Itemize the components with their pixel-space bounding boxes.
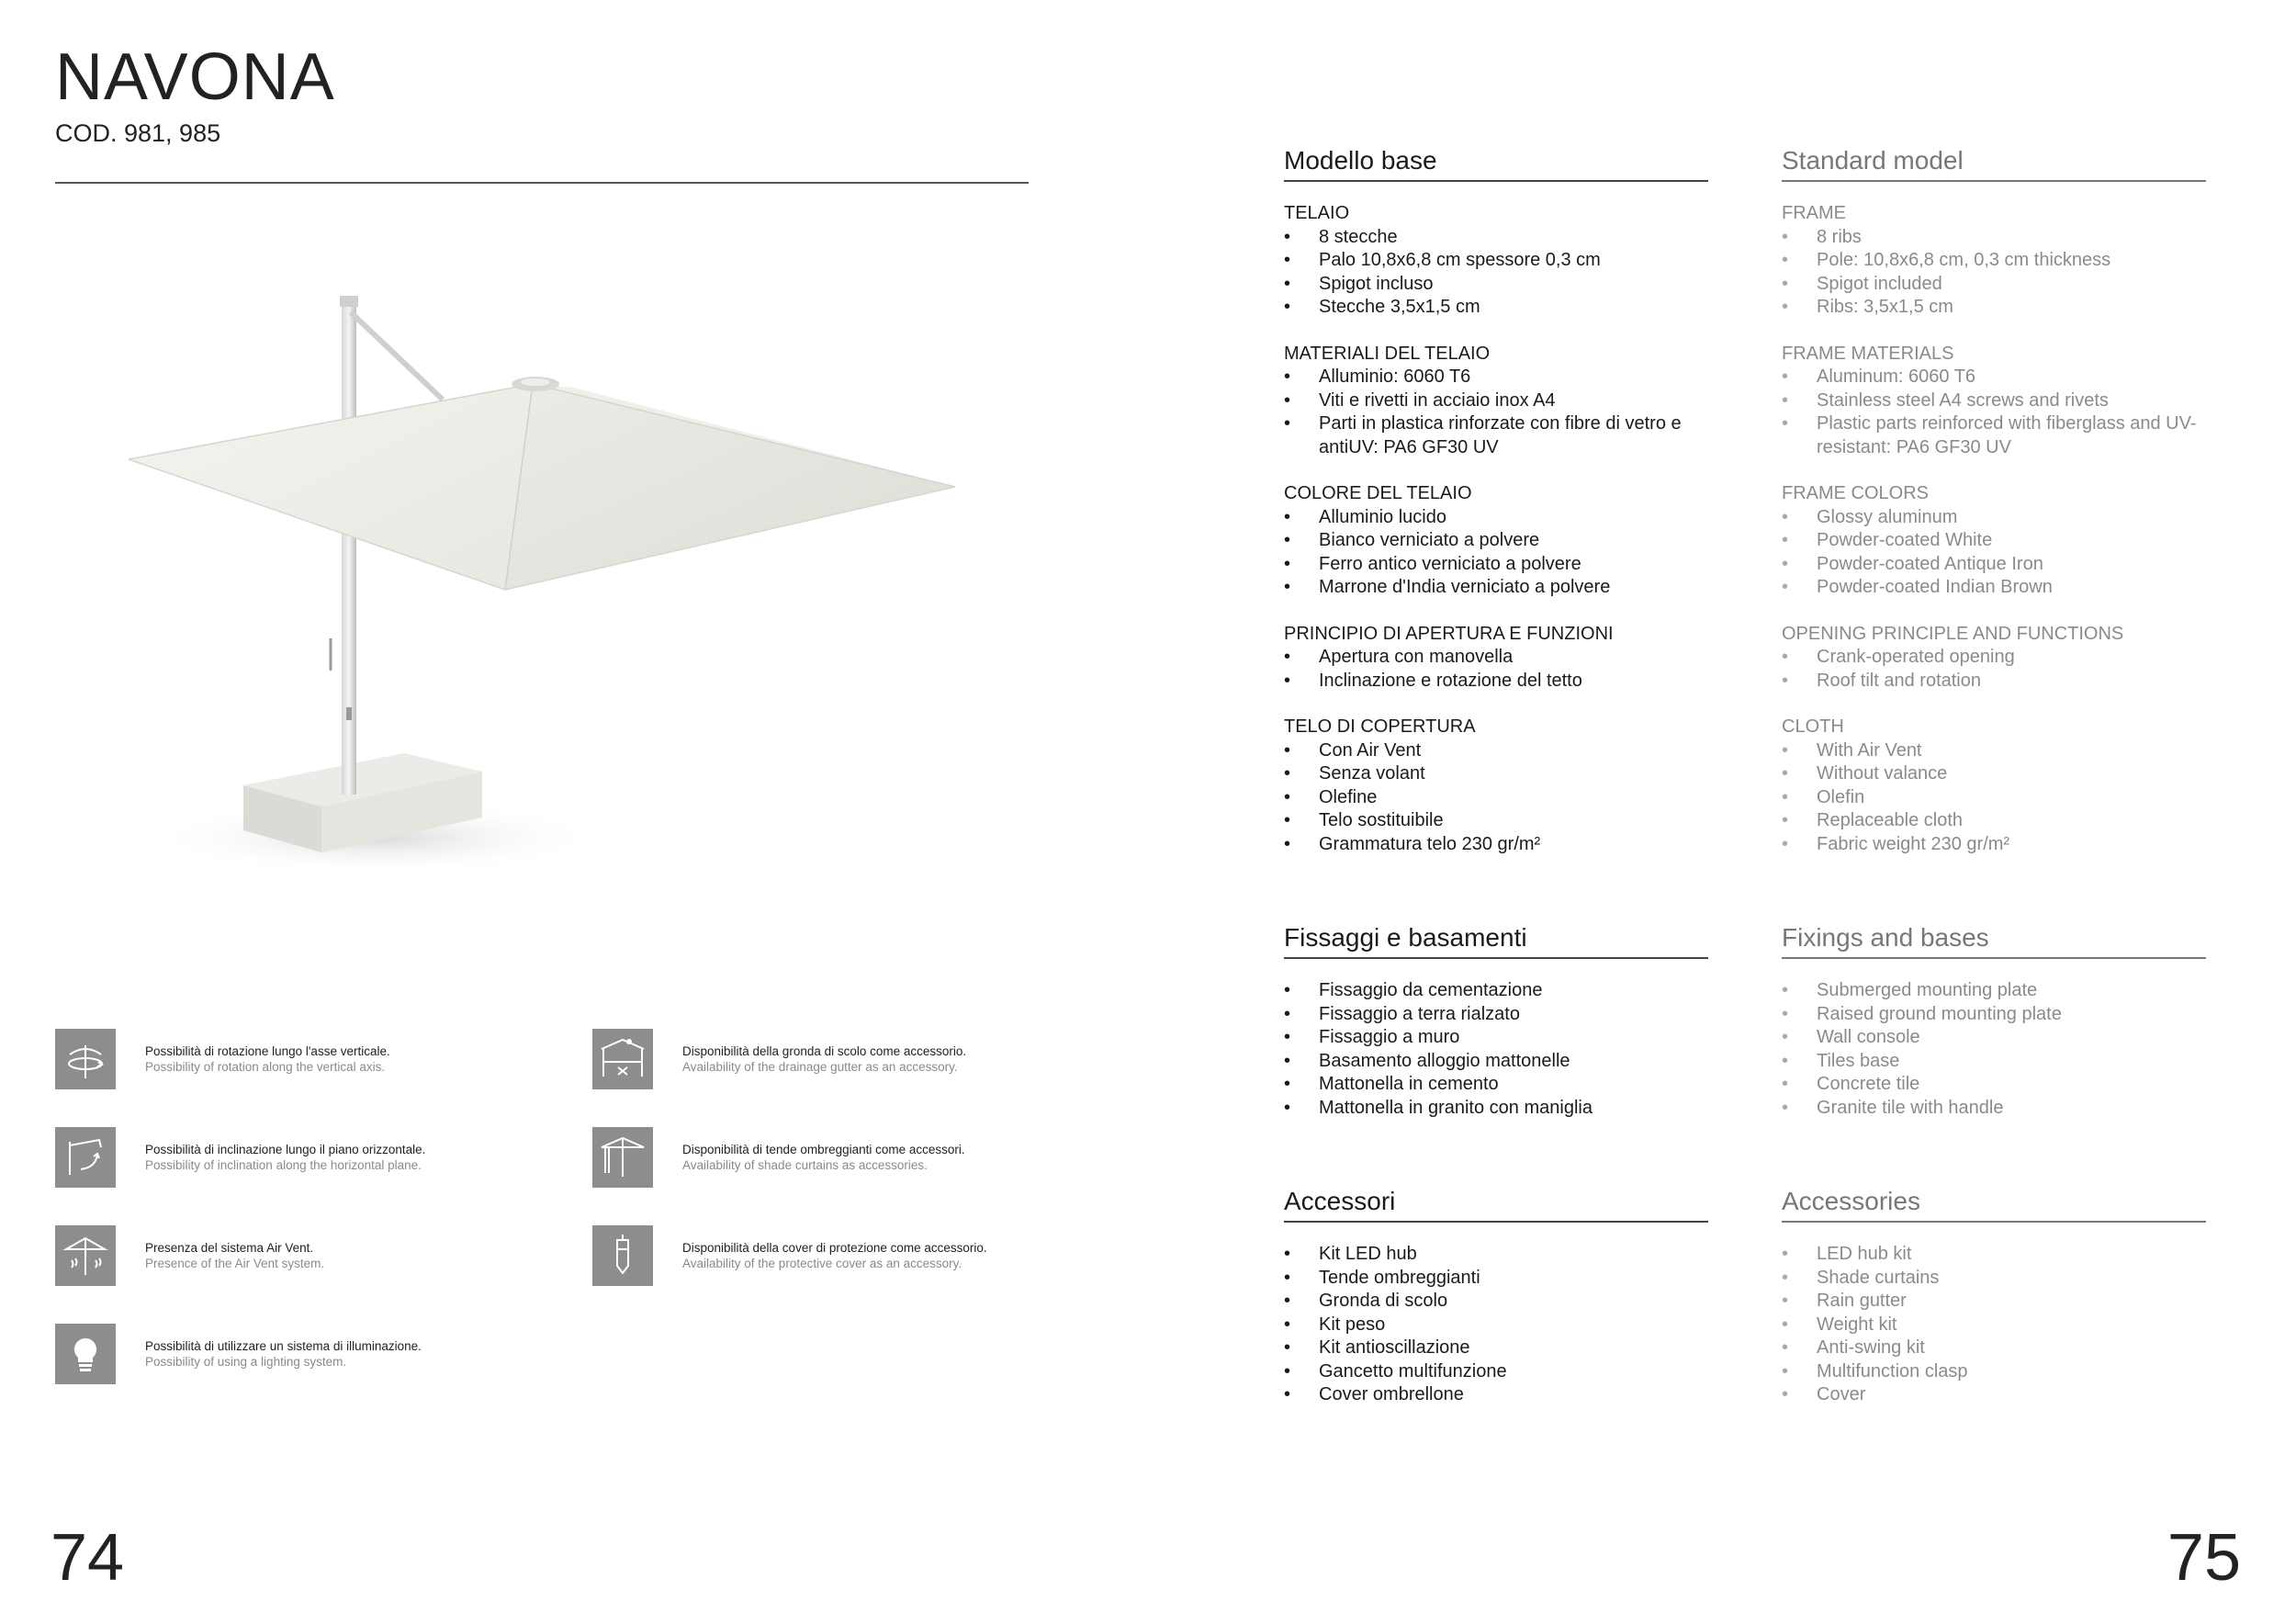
group-title: COLORE DEL TELAIO bbox=[1284, 483, 1472, 503]
list-item: • Telo sostituibile bbox=[1284, 809, 1708, 833]
list-item: • Powder-coated Indian Brown bbox=[1782, 576, 2206, 600]
group-title: MATERIALI DEL TELAIO bbox=[1284, 343, 1491, 364]
list-item: • Viti e rivetti in acciaio inox A4 bbox=[1284, 389, 1708, 413]
feature-text-it: Disponibilità della gronda di scolo come accessorio. bbox=[682, 1044, 967, 1058]
feature-inclination bbox=[55, 1127, 425, 1188]
list-item: • Kit LED hub bbox=[1284, 1243, 1708, 1267]
group-title: TELAIO bbox=[1284, 203, 1350, 223]
feature-text-it: Possibilità di inclinazione lungo il piano orizzontale. bbox=[145, 1143, 426, 1156]
list-item: • Plastic parts reinforced with fiberglass and UV-resistant: PA6 GF30 UV bbox=[1782, 412, 2206, 459]
feature-text-it: Disponibilità di tende ombreggianti come accessori. bbox=[682, 1143, 965, 1156]
section-heading: Fissaggi e basamenti bbox=[1284, 919, 1708, 959]
feature-text-en: Availability of shade curtains as accessories. bbox=[682, 1158, 928, 1172]
section-heading: Accessories bbox=[1782, 1182, 2206, 1223]
list-item: • Pole: 10,8x6,8 cm, 0,3 cm thickness bbox=[1782, 249, 2206, 273]
feature-text-en: Possibility of inclination along the horizontal plane. bbox=[145, 1158, 422, 1172]
umbrella-product-image bbox=[110, 276, 992, 900]
list-item: • Granite tile with handle bbox=[1782, 1097, 2206, 1121]
group-title: FRAME bbox=[1782, 203, 1846, 223]
feature-drainage-gutter bbox=[592, 1029, 966, 1089]
list-item: • Senza volant bbox=[1284, 762, 1708, 786]
list-item: • Marrone d'India verniciato a polvere bbox=[1284, 576, 1708, 600]
list-item: • Palo 10,8x6,8 cm spessore 0,3 cm bbox=[1284, 249, 1708, 273]
group-title: CLOTH bbox=[1782, 716, 1844, 737]
list-item: • Inclinazione e rotazione del tetto bbox=[1284, 670, 1708, 694]
feature-text-it: Presenza del sistema Air Vent. bbox=[145, 1241, 314, 1255]
feature-rotation bbox=[55, 1029, 390, 1089]
product-code: COD. 981, 985 bbox=[55, 119, 221, 147]
list-item: • Tende ombreggianti bbox=[1284, 1267, 1708, 1291]
spec-group-materials bbox=[1284, 343, 1708, 460]
fixings-en bbox=[1782, 919, 2206, 1120]
list-item: • Olefin bbox=[1782, 786, 2206, 810]
feature-text-en: Possibility of rotation along the vertical axis. bbox=[145, 1060, 386, 1074]
section-heading: Modello base bbox=[1284, 141, 1708, 182]
page-number-left: 74 bbox=[51, 1521, 125, 1595]
feature-text-en: Availability of the drainage gutter as an accessory. bbox=[682, 1060, 958, 1074]
standard-model-it bbox=[1284, 141, 1708, 856]
air-vent-icon bbox=[55, 1225, 116, 1286]
list-item: • Mattonella in cemento bbox=[1284, 1073, 1708, 1097]
list-item: • 8 ribs bbox=[1782, 226, 2206, 250]
group-title: TELO DI COPERTURA bbox=[1284, 716, 1476, 737]
feature-protective-cover bbox=[592, 1225, 987, 1286]
feature-text-it: Possibilità di utilizzare un sistema di illuminazione. bbox=[145, 1339, 422, 1353]
list-item: • Fissaggio a terra rialzato bbox=[1284, 1003, 1708, 1027]
list-item: • Fissaggio a muro bbox=[1284, 1026, 1708, 1050]
list-item: • Concrete tile bbox=[1782, 1073, 2206, 1097]
list-item: • Alluminio: 6060 T6 bbox=[1284, 366, 1708, 389]
list-item: • Con Air Vent bbox=[1284, 739, 1708, 763]
list-item: • Crank-operated opening bbox=[1782, 646, 2206, 670]
list-item: • Fissaggio da cementazione bbox=[1284, 979, 1708, 1003]
list-item: • Ferro antico verniciato a polvere bbox=[1284, 553, 1708, 577]
list-item: • Powder-coated White bbox=[1782, 529, 2206, 553]
list-item: • Raised ground mounting plate bbox=[1782, 1003, 2206, 1027]
feature-text-en: Presence of the Air Vent system. bbox=[145, 1257, 325, 1270]
list-item: • Submerged mounting plate bbox=[1782, 979, 2206, 1003]
list-item: • Powder-coated Antique Iron bbox=[1782, 553, 2206, 577]
divider bbox=[55, 182, 1029, 184]
list-item: • Alluminio lucido bbox=[1284, 506, 1708, 530]
list-item: • Replaceable cloth bbox=[1782, 809, 2206, 833]
accessories-it bbox=[1284, 1182, 1708, 1407]
light-bulb-icon bbox=[55, 1324, 116, 1384]
drainage-gutter-icon bbox=[592, 1029, 653, 1089]
list-item: • Kit antioscillazione bbox=[1284, 1336, 1708, 1360]
list-item: • Mattonella in granito con maniglia bbox=[1284, 1097, 1708, 1121]
list-item: • Shade curtains bbox=[1782, 1267, 2206, 1291]
list-item: • Kit peso bbox=[1284, 1314, 1708, 1337]
page-number-right: 75 bbox=[2167, 1521, 2241, 1595]
spec-group-opening bbox=[1284, 623, 1708, 694]
feature-text-en: Availability of the protective cover as an accessory. bbox=[682, 1257, 962, 1270]
section-heading: Fixings and bases bbox=[1782, 919, 2206, 959]
list-item: • LED hub kit bbox=[1782, 1243, 2206, 1267]
list-item: • Basamento alloggio mattonelle bbox=[1284, 1050, 1708, 1074]
spec-group-cloth bbox=[1284, 716, 1708, 856]
spec-group-cloth bbox=[1782, 716, 2206, 856]
list-item: • Roof tilt and rotation bbox=[1782, 670, 2206, 694]
spec-group-frame bbox=[1284, 202, 1708, 320]
list-item: • With Air Vent bbox=[1782, 739, 2206, 763]
list-item: • Spigot included bbox=[1782, 273, 2206, 297]
spec-group-opening bbox=[1782, 623, 2206, 694]
fixings-it bbox=[1284, 919, 1708, 1120]
list-item: • Cover ombrellone bbox=[1284, 1383, 1708, 1407]
feature-air-vent bbox=[55, 1225, 324, 1286]
list-item: • Fabric weight 230 gr/m² bbox=[1782, 833, 2206, 857]
section-heading: Standard model bbox=[1782, 141, 2206, 182]
group-title: PRINCIPIO DI APERTURA E FUNZIONI bbox=[1284, 623, 1614, 644]
list-item: • Olefine bbox=[1284, 786, 1708, 810]
rotation-icon bbox=[55, 1029, 116, 1089]
feature-text-it: Possibilità di rotazione lungo l'asse verticale. bbox=[145, 1044, 390, 1058]
spec-group-colors bbox=[1782, 482, 2206, 600]
section-heading: Accessori bbox=[1284, 1182, 1708, 1223]
feature-text-en: Possibility of using a lighting system. bbox=[145, 1355, 347, 1369]
list-item: • Multifunction clasp bbox=[1782, 1360, 2206, 1384]
feature-lighting bbox=[55, 1324, 422, 1384]
list-item: • Gancetto multifunzione bbox=[1284, 1360, 1708, 1384]
list-item: • Anti-swing kit bbox=[1782, 1336, 2206, 1360]
list-item: • Cover bbox=[1782, 1383, 2206, 1407]
spec-group-materials bbox=[1782, 343, 2206, 460]
list-item: • Glossy aluminum bbox=[1782, 506, 2206, 530]
page-title: NAVONA bbox=[55, 40, 335, 114]
list-item: • Without valance bbox=[1782, 762, 2206, 786]
list-item: • Stecche 3,5x1,5 cm bbox=[1284, 296, 1708, 320]
list-item: • Aluminum: 6060 T6 bbox=[1782, 366, 2206, 389]
shade-curtain-icon bbox=[592, 1127, 653, 1188]
list-item: • Bianco verniciato a polvere bbox=[1284, 529, 1708, 553]
feature-text-it: Disponibilità della cover di protezione come accessorio. bbox=[682, 1241, 987, 1255]
list-item: • Wall console bbox=[1782, 1026, 2206, 1050]
list-item: • Apertura con manovella bbox=[1284, 646, 1708, 670]
spec-group-frame bbox=[1782, 202, 2206, 320]
list-item: • Tiles base bbox=[1782, 1050, 2206, 1074]
inclination-icon bbox=[55, 1127, 116, 1188]
group-title: FRAME MATERIALS bbox=[1782, 343, 1954, 364]
feature-shade-curtains bbox=[592, 1127, 965, 1188]
standard-model-en bbox=[1782, 141, 2206, 856]
group-title: OPENING PRINCIPLE AND FUNCTIONS bbox=[1782, 623, 2124, 644]
list-item: • Rain gutter bbox=[1782, 1290, 2206, 1314]
list-item: • Grammatura telo 230 gr/m² bbox=[1284, 833, 1708, 857]
list-item: • Spigot incluso bbox=[1284, 273, 1708, 297]
spec-group-colors bbox=[1284, 482, 1708, 600]
list-item: • Stainless steel A4 screws and rivets bbox=[1782, 389, 2206, 413]
group-title: FRAME COLORS bbox=[1782, 483, 1930, 503]
list-item: • Gronda di scolo bbox=[1284, 1290, 1708, 1314]
accessories-en bbox=[1782, 1182, 2206, 1407]
list-item: • Weight kit bbox=[1782, 1314, 2206, 1337]
protective-cover-icon bbox=[592, 1225, 653, 1286]
list-item: • Ribs: 3,5x1,5 cm bbox=[1782, 296, 2206, 320]
list-item: • Parti in plastica rinforzate con fibre di vetro e antiUV: PA6 GF30 UV bbox=[1284, 412, 1708, 459]
list-item: • 8 stecche bbox=[1284, 226, 1708, 250]
